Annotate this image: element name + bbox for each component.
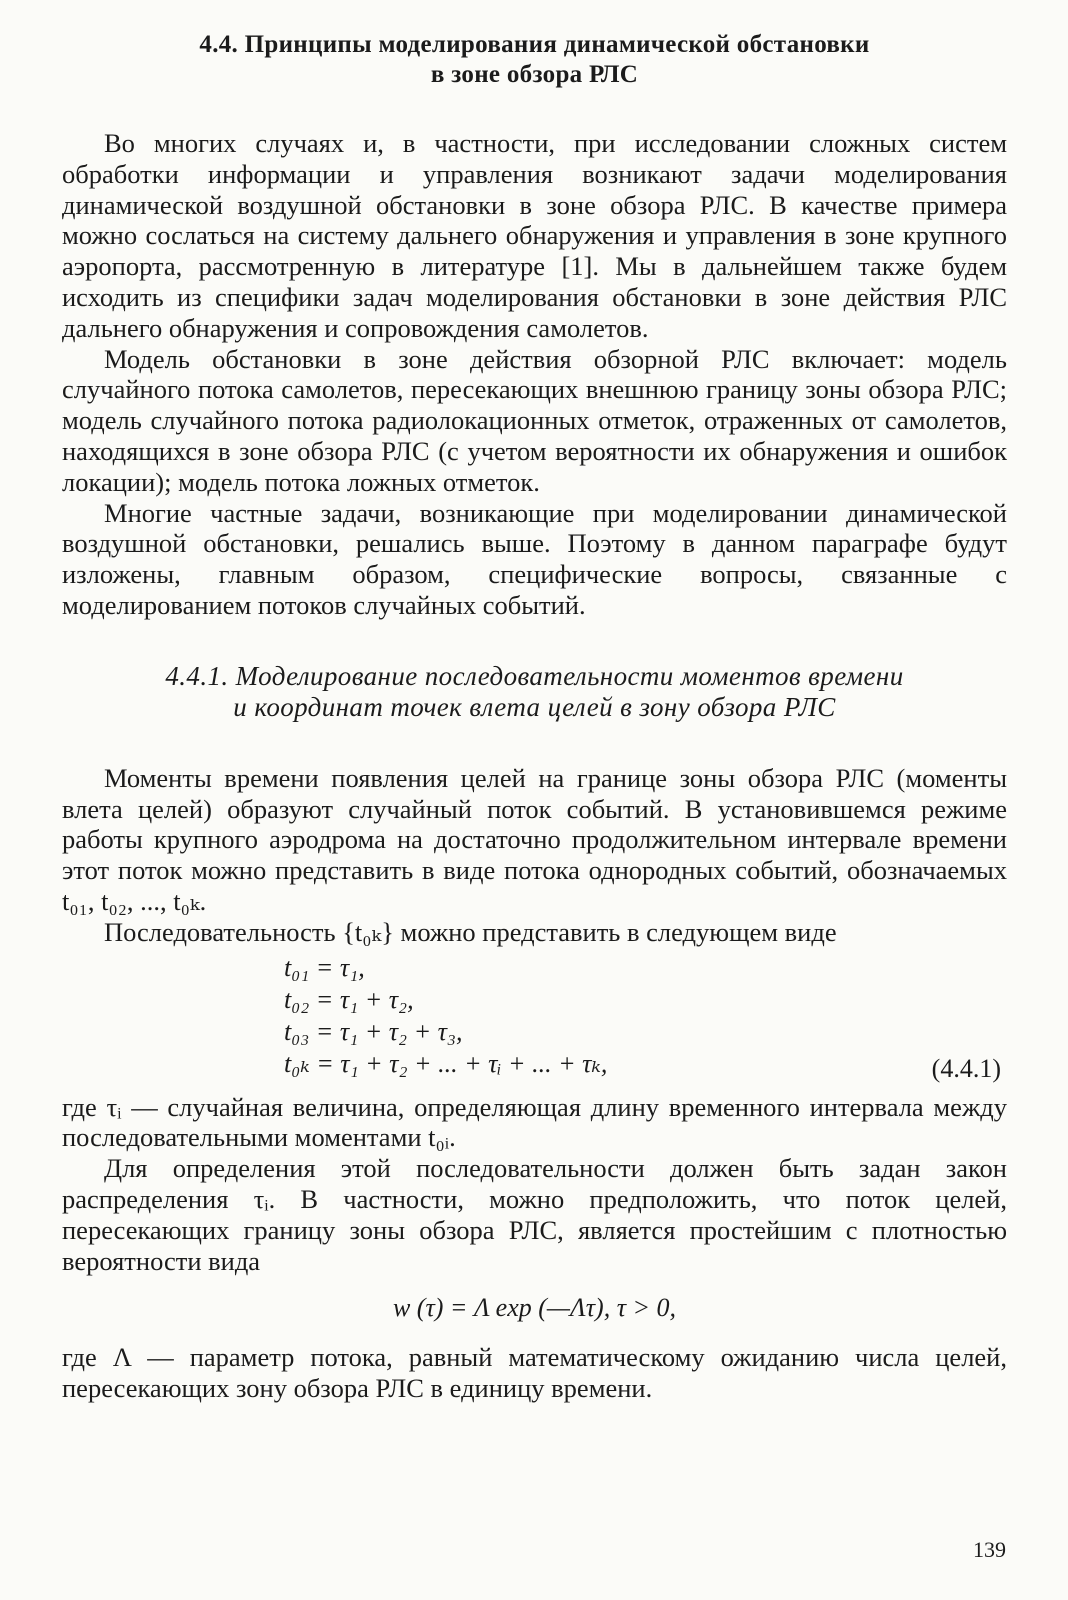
- intro-section: [62, 128, 1007, 621]
- intro-paragraph-3: Многие частные задачи, возникающие при моделировании динамической воздушной обстановки, решались выше. Поэтому в данном параграфе будут изложены, главным образом, специфические вопросы, связанные с моделированием потоков случайных событий.: [62, 497, 1007, 620]
- equation-line-3: t₀₃ = τ₁ + τ₂ + τ₃,: [284, 1016, 463, 1046]
- distribution-paragraph: Для определения этой последовательности должен быть задан закон распределения τᵢ. В частности, можно предположить, что поток целей, пересекающих границу зоны обзора РЛС, является простейшим с плотностью вероятности вида: [62, 1153, 1007, 1276]
- subsection-heading: [62, 661, 1007, 723]
- after-equation-paragraph: где τᵢ — случайная величина, определяющая длину временного интервала между последовательными моментами t₀ᵢ.: [62, 1091, 1007, 1153]
- intro-paragraph-2: Модель обстановки в зоне действия обзорной РЛС включает: модель случайного потока самолетов, пересекающих внешнюю границу зоны обзора РЛС; модель случайного потока радиолокационных отметок, отраженных от самолетов, находящихся в зоне обзора РЛС (с учетом вероятности их обнаружения и ошибок локации); модель потока ложных отметок.: [62, 343, 1007, 497]
- subsection-paragraph-2: Последовательность {t₀ₖ} можно представить в следующем виде: [104, 916, 837, 947]
- equation-4-4-1: [62, 952, 1007, 1086]
- equation-number: (4.4.1): [931, 1053, 1001, 1083]
- equation-line-1: t₀₁ = τ₁,: [284, 952, 365, 982]
- intro-paragraph-1: Во многих случаях и, в частности, при исследовании сложных систем обработки информации и управления возникают задачи моделирования динамической воздушной обстановки в зоне обзора РЛС. В качестве примера можно сослаться на систему дальнего обнаружения и управления в зоне крупного аэропорта, рассмотренную в литературе [1]. Мы в дальнейшем также будем исходить из специфики задач моделирования обстановки в зоне действия РЛС дальнего обнаружения и сопровождения самолетов.: [62, 128, 1007, 343]
- equation-line-4: t₀ₖ = τ₁ + τ₂ + ... + τᵢ + ... + τₖ,: [284, 1048, 608, 1078]
- page-body: [62, 30, 1007, 1404]
- section-heading: [62, 30, 1007, 90]
- subsection-heading-line1: 4.4.1. Моделирование последовательности моментов времени: [165, 660, 904, 691]
- section-heading-line2: в зоне обзора РЛС: [430, 61, 639, 88]
- parameter-paragraph: где Λ — параметр потока, равный математическому ожиданию числа целей, пересекающих зону обзора РЛС в единицу времени.: [62, 1342, 1007, 1404]
- equation-line-2: t₀₂ = τ₁ + τ₂,: [284, 984, 414, 1014]
- section-heading-line1: 4.4. Принципы моделирования динамической обстановки: [199, 31, 870, 58]
- subsection-paragraph-1: Моменты времени появления целей на границе зоны обзора РЛС (моменты влета целей) образуют случайный поток событий. В установившемся режиме работы крупного аэродрома на достаточно продолжительном интервале времени этот поток можно представить в виде потока однородных событий, обозначаемых t₀₁, t₀₂, ..., t₀ₖ.: [62, 762, 1007, 916]
- page-number: 139: [973, 1537, 1006, 1562]
- equation-lines: [284, 952, 607, 1080]
- subsection-heading-line2: и координат точек влета целей в зону обзора РЛС: [233, 691, 836, 722]
- subsection-body: [62, 763, 1007, 1404]
- density-formula: w (τ) = Λ exp (—Λτ), τ > 0,: [392, 1293, 677, 1323]
